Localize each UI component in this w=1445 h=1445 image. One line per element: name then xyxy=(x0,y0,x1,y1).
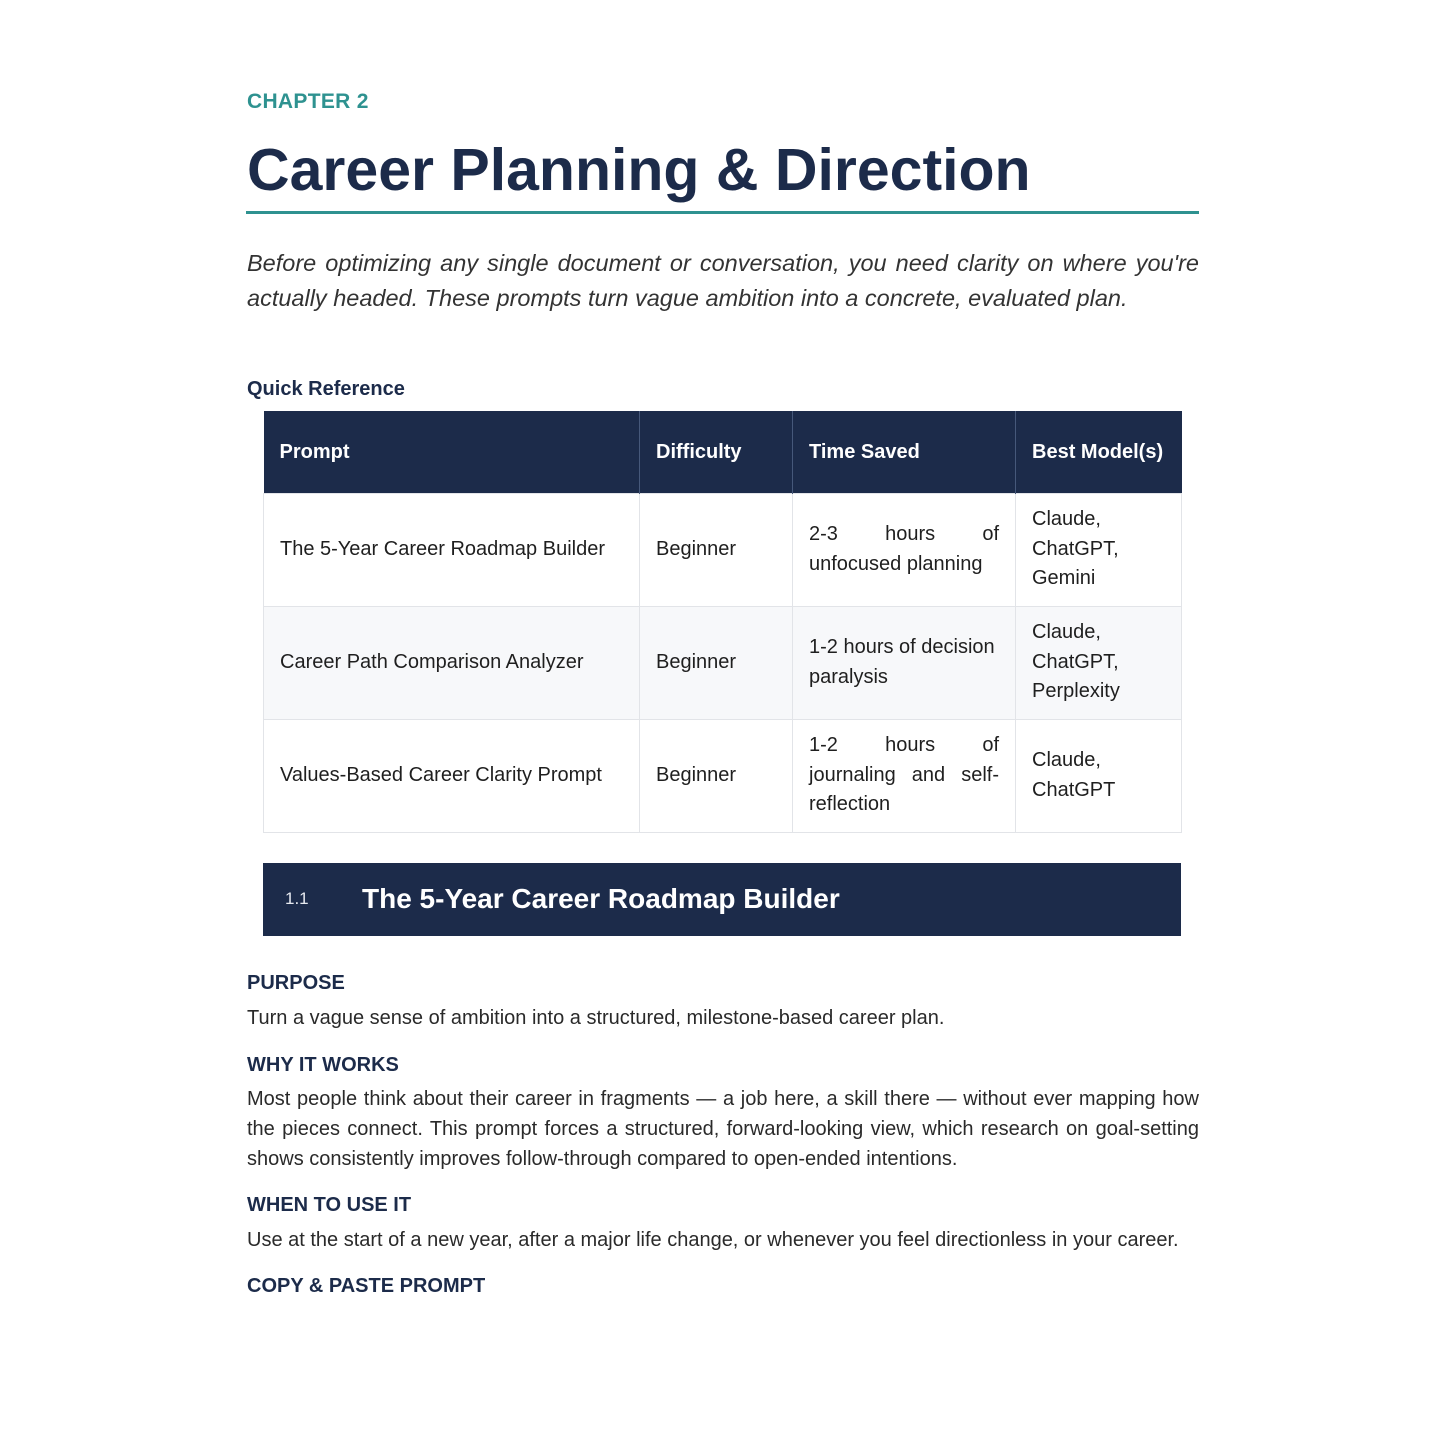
section-title: The 5-Year Career Roadmap Builder xyxy=(362,883,840,914)
cell-time-saved: 1-2 hours of journaling and self-reflection xyxy=(793,719,1016,832)
cell-difficulty: Beginner xyxy=(640,493,793,606)
purpose-label: PURPOSE xyxy=(247,972,345,994)
why-it-works-label: WHY IT WORKS xyxy=(247,1054,399,1076)
cell-prompt: Career Path Comparison Analyzer xyxy=(264,606,640,719)
chapter-title: Career Planning & Direction xyxy=(247,137,1031,203)
table-row xyxy=(264,606,1182,719)
cell-prompt: Values-Based Career Clarity Prompt xyxy=(264,719,640,832)
cell-difficulty: Beginner xyxy=(640,606,793,719)
cell-time-saved: 2-3 hours of unfocused planning xyxy=(793,493,1016,606)
cell-time-saved: 1-2 hours of decision paralysis xyxy=(793,606,1016,719)
when-to-use-label: WHEN TO USE IT xyxy=(247,1194,412,1216)
title-divider xyxy=(246,211,1199,214)
chapter-label: CHAPTER 2 xyxy=(247,90,369,113)
column-header-prompt: Prompt xyxy=(264,411,640,493)
copy-paste-prompt-label: COPY & PASTE PROMPT xyxy=(247,1275,486,1297)
table-row xyxy=(264,719,1182,832)
quick-reference-heading: Quick Reference xyxy=(247,378,405,400)
cell-difficulty: Beginner xyxy=(640,719,793,832)
why-it-works-text: Most people think about their career in fragments — a job here, a skill there — without ever mapping how the pieces connect. This prompt forces a structured, forward-looking view, which research on goal-setting shows consistently improves follow-through compared to open-ended intentions. xyxy=(247,1088,1199,1170)
cell-prompt: The 5-Year Career Roadmap Builder xyxy=(264,493,640,606)
table-row xyxy=(264,493,1182,606)
column-header-best-models: Best Model(s) xyxy=(1016,411,1182,493)
cell-best-models: Claude, ChatGPT xyxy=(1016,719,1182,832)
column-header-time-saved: Time Saved xyxy=(793,411,1016,493)
cell-best-models: Claude, ChatGPT, Perplexity xyxy=(1016,606,1182,719)
table-header-row xyxy=(264,411,1182,493)
quick-reference-table xyxy=(263,411,1182,833)
when-to-use-text: Use at the start of a new year, after a major life change, or whenever you feel directionless in your career. xyxy=(247,1229,1179,1251)
section-banner xyxy=(263,863,1181,936)
cell-best-models: Claude, ChatGPT, Gemini xyxy=(1016,493,1182,606)
column-header-difficulty: Difficulty xyxy=(640,411,793,493)
purpose-text: Turn a vague sense of ambition into a structured, milestone-based career plan. xyxy=(247,1007,945,1029)
chapter-intro: Before optimizing any single document or conversation, you need clarity on where you're actually headed. These prompts turn vague ambition into a concrete, evaluated plan. xyxy=(247,250,1199,311)
section-number: 1.1 xyxy=(285,889,309,908)
